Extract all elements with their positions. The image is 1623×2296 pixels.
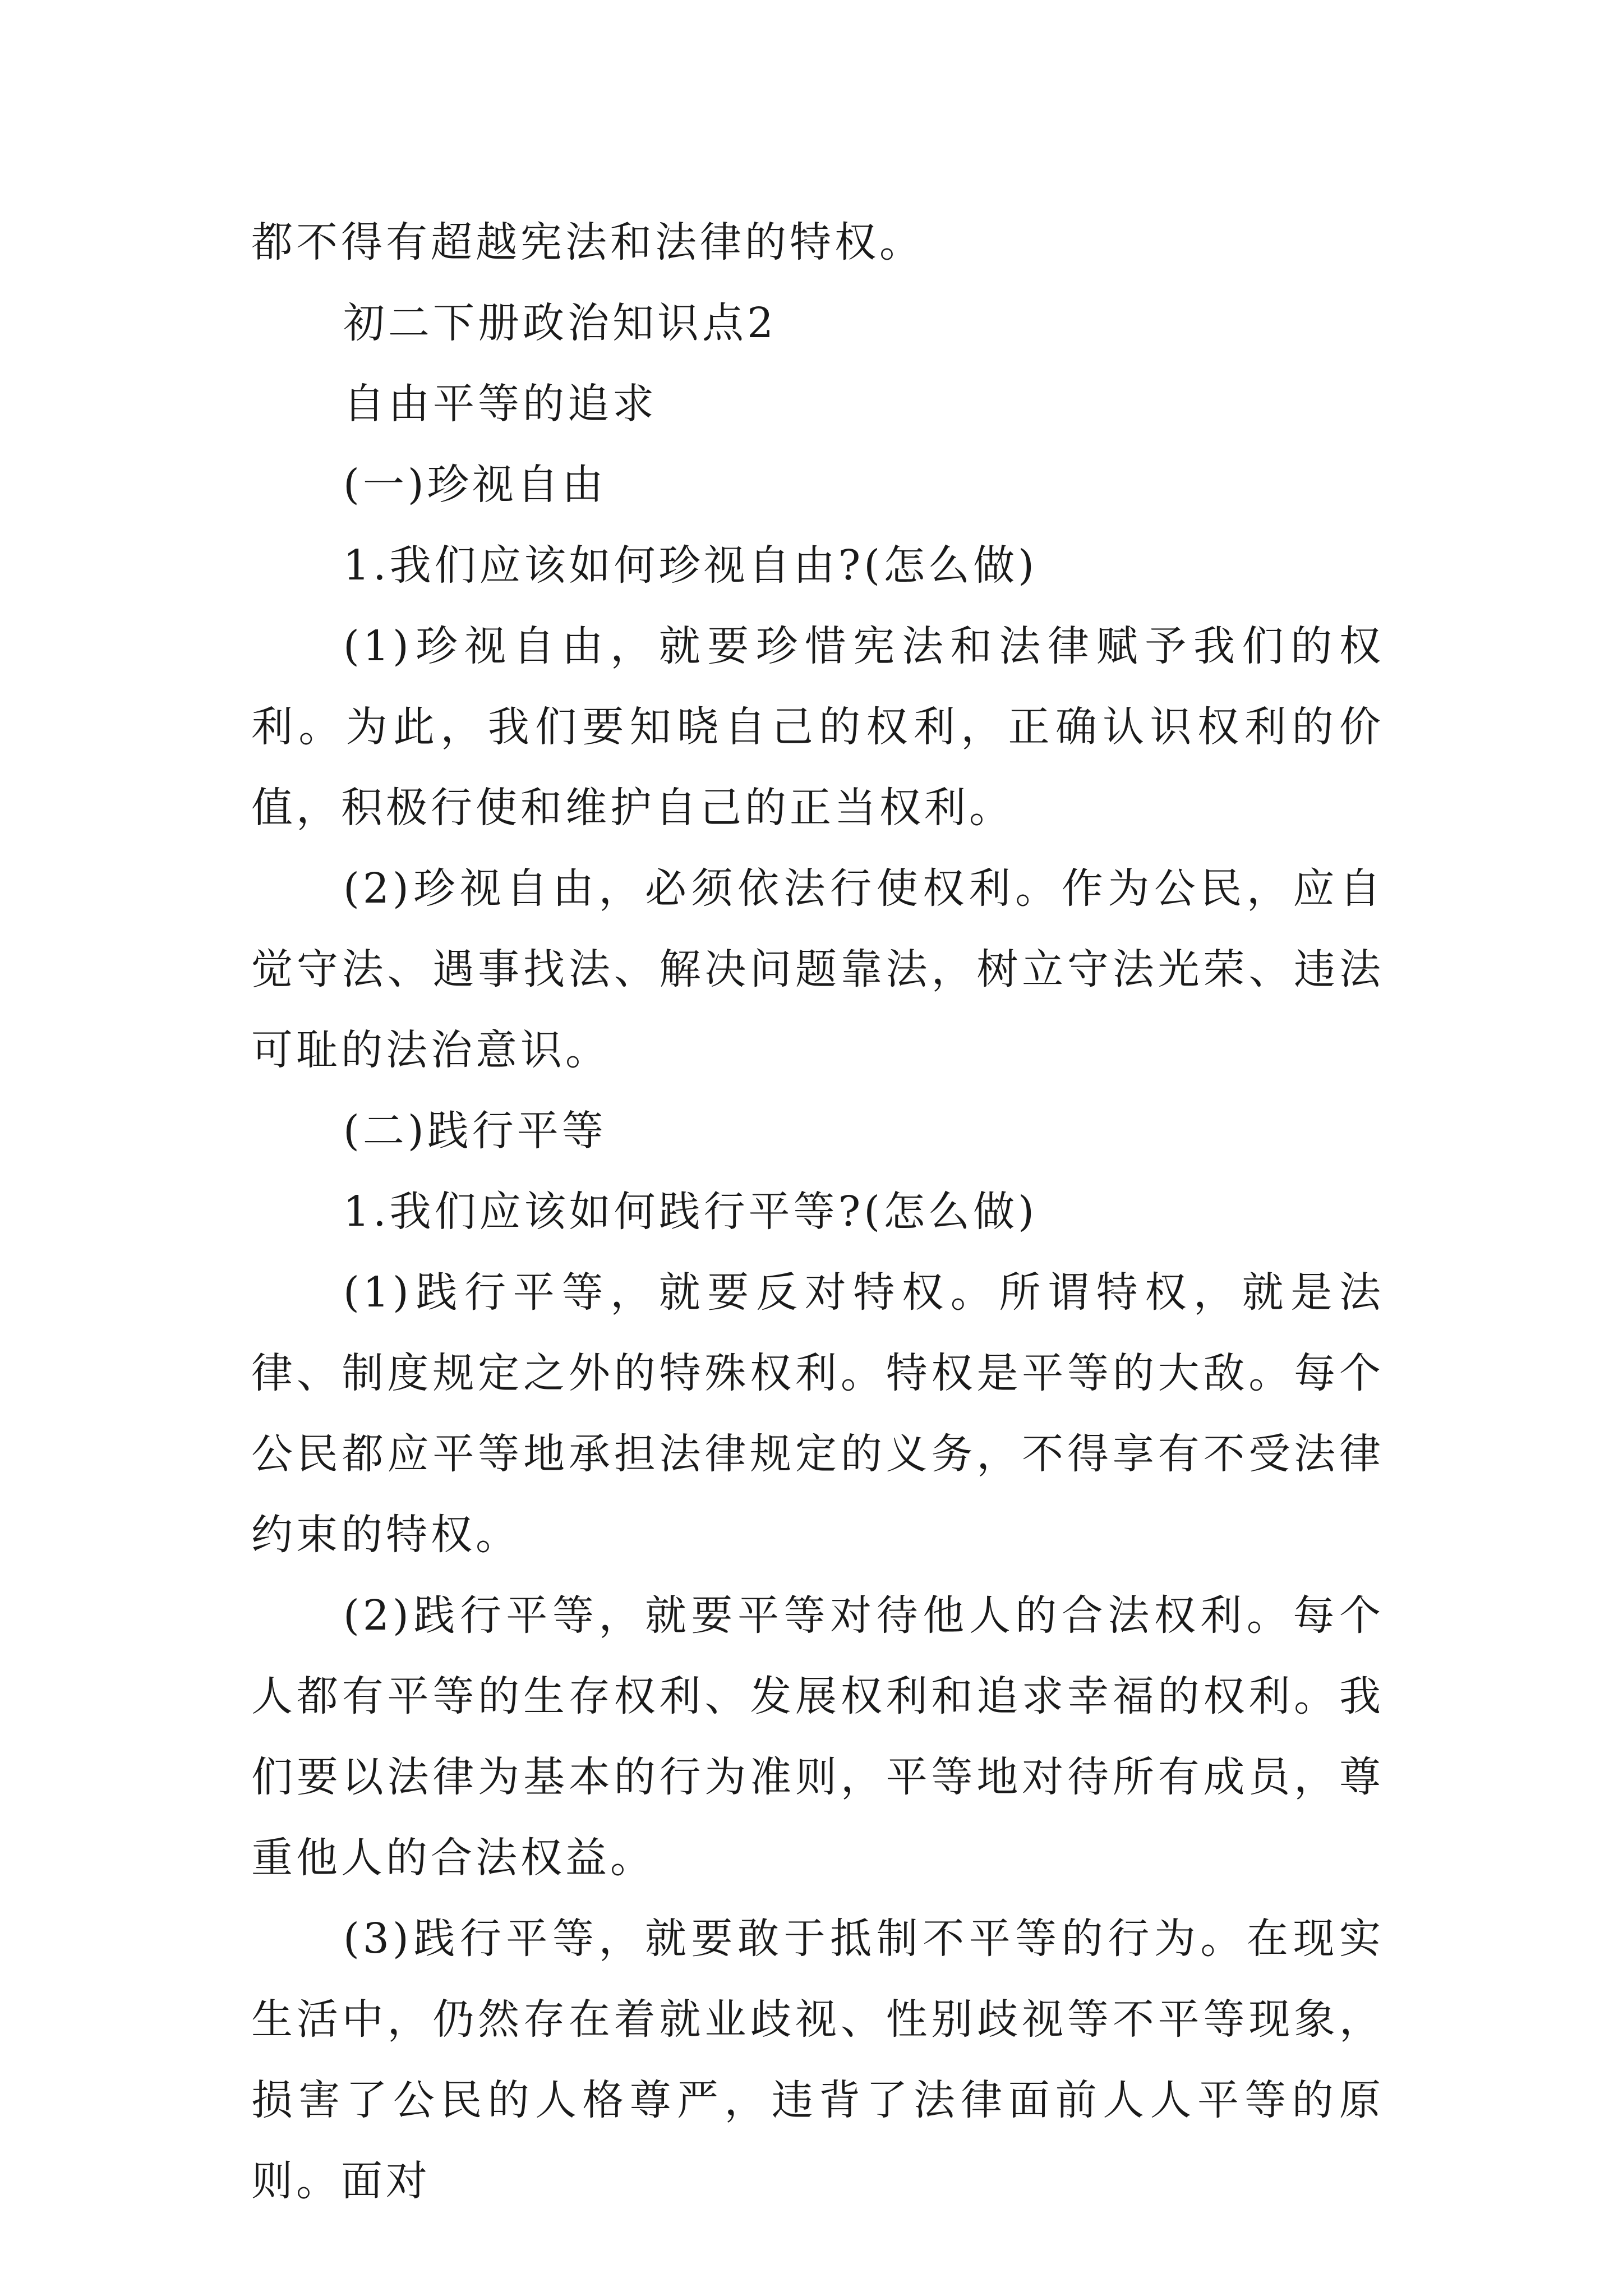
topic-title: 自由平等的追求	[343, 380, 657, 428]
answer-equality-2: (2)践行平等，就要平等对待他人的合法权利。每个人都有平等的生存权利、发展权利和追求幸福的权利。我们要以法律为基本的行为准则，平等地对待所有成员，尊重他人的合法权益。	[251, 1591, 1384, 1882]
heading-practice-equality: (二)践行平等	[343, 1107, 607, 1155]
answer-equality-1: (1)践行平等，就要反对特权。所谓特权，就是法律、制度规定之外的特殊权利。特权是平等的大敌。每个公民都应平等地承担法律规定的义务，不得享有不受法律约束的特权。	[251, 1268, 1384, 1559]
answer-freedom-1: (1)珍视自由，就要珍惜宪法和法律赋予我们的权利。为此，我们要知晓自己的权利，正确认识权利的价值，积极行使和维护自己的正当权利。	[251, 622, 1384, 832]
paragraph-continuation: 都不得有超越宪法和法律的特权。	[251, 218, 924, 266]
question-cherish-freedom: 1.我们应该如何珍视自由?(怎么做)	[343, 541, 1038, 590]
section-title: 初二下册政治知识点2	[343, 299, 777, 347]
answer-equality-3: (3)践行平等，就要敢于抵制不平等的行为。在现实生活中，仍然存在着就业歧视、性别歧视等不平等现象，损害了公民的人格尊严，违背了法律面前人人平等的原则。面对	[251, 1915, 1384, 2205]
question-practice-equality: 1.我们应该如何践行平等?(怎么做)	[343, 1188, 1038, 1236]
answer-freedom-2: (2)珍视自由，必须依法行使权利。作为公民，应自觉守法、遇事找法、解决问题靠法，树立守法光荣、违法可耻的法治意识。	[251, 864, 1384, 1074]
heading-cherish-freedom: (一)珍视自由	[343, 461, 607, 509]
document-body	[251, 202, 1384, 2221]
